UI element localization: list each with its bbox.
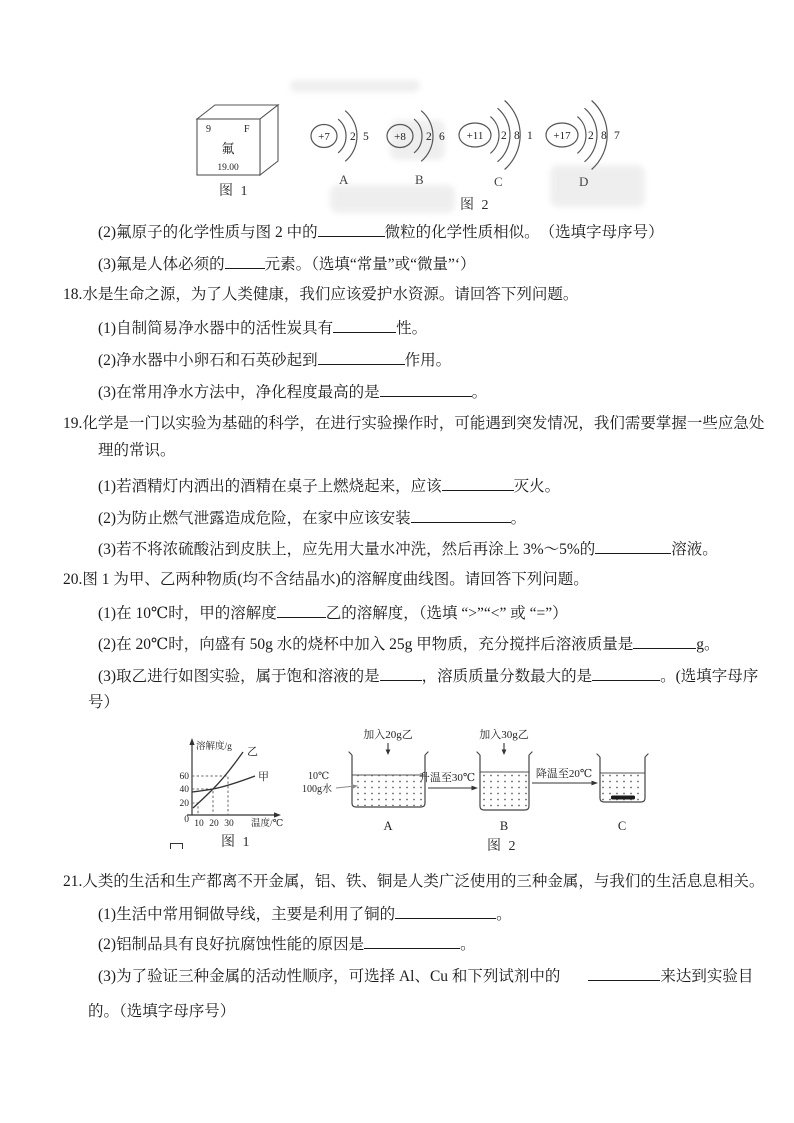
- beaker-c-letter: C: [617, 819, 627, 833]
- text-segment: (2)为防止燃气泄露造成危险，在家中应该安装: [98, 510, 411, 527]
- text-segment: 乙的溶解度，（选填 “>”“<” 或 “=”）: [325, 605, 568, 622]
- down-arrow-b-head-icon: [502, 750, 507, 756]
- text-segment: (1)生活中常用铜做导线，主要是利用了铜的: [98, 906, 396, 923]
- temp-label: 10℃: [308, 771, 330, 782]
- text-segment: 元素。（选填“常量”或“微量”‘）: [264, 256, 476, 273]
- shell-count: 1: [527, 130, 533, 142]
- y-tick: 0: [184, 815, 189, 825]
- answer-blank: [592, 665, 660, 681]
- y-tick: 40: [179, 785, 189, 795]
- text-segment: 溶液。: [671, 541, 718, 558]
- element-name: 氟: [221, 141, 235, 156]
- q21-part2-line: [98, 933, 476, 955]
- q19-stem-line2: [98, 441, 176, 461]
- curve-yi: [193, 752, 243, 808]
- scan-smudge: [290, 80, 420, 92]
- element-tile-figure: [194, 100, 282, 180]
- text-segment: (3)在常用净水方法中，净化程度最高的是: [98, 384, 380, 401]
- text-segment: 19.化学是一门以实验为基础的科学，在进行实验操作时，可能遇到突发情况，我们需要掌握一些应急处: [63, 415, 765, 432]
- chart-caption: 图 1: [221, 835, 252, 850]
- text-segment: 理的常识。: [98, 442, 176, 459]
- beaker-c-rim: [597, 754, 600, 757]
- atom-label-c: C: [494, 174, 503, 189]
- text-segment: 的。（选填字母序号）: [88, 1003, 236, 1020]
- arrow-ab-label: 升温至30℃: [418, 772, 476, 784]
- scan-smudge: [330, 185, 455, 213]
- answer-blank: [411, 507, 511, 523]
- atom-label-d: D: [579, 174, 589, 189]
- atom-label-b: B: [415, 172, 424, 187]
- text-segment: (1)自制简易净水器中的活性炭具有: [98, 320, 334, 337]
- down-arrow-a-head-icon: [386, 750, 391, 756]
- answer-blank: [225, 253, 265, 269]
- shell-count: 2: [501, 130, 507, 142]
- q17-part2-line: [98, 221, 664, 243]
- answer-blank: [588, 965, 660, 981]
- shell-count: 5: [363, 131, 369, 143]
- text-segment: 灭火。: [513, 478, 561, 495]
- q19-part1-line: [98, 475, 560, 497]
- text-segment: (2)在 20℃时，向盛有 50g 水的烧杯中加入 25g 甲物质，充分搅拌后溶液质量是: [98, 636, 634, 653]
- x-axis-label: 温度/℃: [251, 819, 284, 829]
- atom-diagram-d: [543, 100, 638, 172]
- shell-count: 2: [588, 130, 594, 142]
- x-tick: 30: [224, 819, 234, 829]
- solution-a: [353, 776, 424, 807]
- atomic-mass: 19.00: [217, 163, 239, 173]
- answer-blank: [318, 221, 385, 237]
- shell-count: 2: [426, 131, 432, 143]
- scan-stray-mark: [170, 843, 183, 849]
- arrow-ab-head-icon: [472, 786, 479, 791]
- x-tick: 10: [194, 819, 204, 829]
- x-axis-arrow-icon: [274, 812, 281, 817]
- beaker-b-rim: [529, 752, 532, 755]
- y-axis-label: 溶解度/g: [196, 742, 232, 752]
- q20-part3-line: [98, 665, 758, 687]
- q18-stem-line: [63, 285, 578, 305]
- q20-part2-line: [98, 633, 720, 655]
- atom-diagram-a: [308, 103, 386, 169]
- text-segment: (2)净水器中小卵石和石英砂起到: [98, 352, 318, 369]
- guide-30-60: [192, 776, 228, 815]
- text-segment: (2)氟原子的化学性质与图 2 中的: [98, 224, 318, 241]
- text-segment: (3)氟是人体必须的: [98, 256, 225, 273]
- series-label-jia: 甲: [258, 771, 269, 783]
- text-segment: 。: [510, 510, 527, 527]
- shell-count: 8: [514, 130, 520, 142]
- y-axis-arrow-icon: [189, 738, 194, 745]
- text-segment: 微粒的化学性质相似。 （选填字母序号）: [384, 224, 664, 241]
- y-tick: 60: [179, 772, 189, 782]
- q19-part2-line: [98, 507, 526, 529]
- text-segment: 18.水是生命之源，为了人类健康，我们应该爱护水资源。请回答下列问题。: [63, 286, 579, 303]
- answer-blank: [442, 475, 514, 491]
- nucleus-charge: +17: [553, 130, 571, 142]
- text-segment: 来达到实验目: [660, 968, 754, 985]
- atom-diagram-c: [456, 100, 551, 172]
- q18-part3-line: [98, 381, 487, 403]
- answer-blank: [380, 381, 472, 397]
- shell-count: 2: [350, 131, 356, 143]
- q18-part1-line: [98, 317, 427, 339]
- text-segment: (3)若不将浓硫酸沾到皮肤上，应先用大量水冲洗，然后再涂上 3%～5%的: [98, 541, 596, 558]
- atom-label-a: A: [339, 172, 349, 187]
- series-label-yi: 乙: [247, 746, 258, 758]
- answer-blank: [333, 317, 396, 333]
- text-segment: (2)铝制品具有良好抗腐蚀性能的原因是: [98, 936, 365, 953]
- q20-part1-line: [98, 602, 568, 624]
- text-segment: 作用。: [404, 352, 452, 369]
- answer-blank: [595, 538, 671, 554]
- y-tick: 20: [179, 799, 189, 809]
- water-label: 100g水: [302, 784, 332, 795]
- beaker-b-letter: B: [499, 819, 509, 833]
- q20-part3-line2: [88, 693, 119, 713]
- text-segment: 。: [460, 936, 476, 953]
- text-segment: 号）: [88, 694, 120, 711]
- text-segment: 。: [496, 906, 512, 923]
- element-symbol: F: [244, 124, 250, 135]
- shell-count: 6: [439, 131, 445, 143]
- q19-part3-line: [98, 538, 718, 560]
- answer-blank: [395, 903, 496, 919]
- q21-part1-line: [98, 903, 512, 925]
- shell-count: 7: [614, 130, 620, 142]
- atom-diagram-b: [384, 103, 462, 169]
- atomic-number: 9: [206, 124, 211, 135]
- beaker-c-rim: [645, 754, 648, 757]
- text-segment: ，溶质质量分数最大的是: [421, 668, 593, 685]
- shell-arc: [490, 117, 499, 154]
- q19-stem-line1: [63, 414, 764, 434]
- beaker-experiment-figure: [300, 725, 660, 837]
- shell-arc: [414, 119, 422, 153]
- q20-stem-line: [63, 570, 589, 590]
- answer-blank: [318, 349, 405, 365]
- beaker-b-rim: [477, 752, 480, 755]
- shell-arc: [338, 119, 346, 153]
- answer-blank: [633, 633, 696, 649]
- text-segment: 性。: [396, 320, 428, 337]
- text-segment: 20.图 1 为甲、乙两种物质(均不含结晶水)的溶解度曲线图。请回答下列问题。: [63, 571, 589, 588]
- nucleus-charge: +7: [318, 131, 330, 143]
- text-segment: 。(选填字母序: [660, 668, 759, 685]
- text-segment: (1)若酒精灯内洒出的酒精在桌子上燃烧起来，应该: [98, 478, 442, 495]
- arrow-bc-label: 降温至20℃: [535, 768, 593, 780]
- arrow-bc-head-icon: [592, 781, 599, 786]
- nucleus-charge: +8: [394, 131, 406, 143]
- figure2-caption: 图 2: [460, 198, 491, 213]
- text-segment: 。: [471, 384, 488, 401]
- answer-blank: [380, 665, 422, 681]
- q17-part3-line: [98, 253, 476, 275]
- solution-b: [481, 773, 528, 810]
- figure1-caption: 图 1: [219, 184, 250, 199]
- x-tick: 20: [209, 819, 219, 829]
- q18-part2-line: [98, 349, 451, 371]
- nucleus-charge: +11: [466, 130, 484, 142]
- beaker-a-rim: [425, 752, 428, 755]
- add-solute-a-label: 加入20g乙: [363, 729, 413, 741]
- answer-blank: [277, 602, 326, 618]
- text-segment: (1)在 10℃时，甲的溶解度: [98, 605, 277, 622]
- text-segment: g。: [696, 636, 720, 653]
- add-solute-b-label: 加入30g乙: [479, 729, 529, 741]
- beaker-a-letter: A: [383, 819, 393, 833]
- shell-count: 8: [601, 130, 607, 142]
- precipitate-c: [611, 796, 635, 800]
- text-segment: (3)取乙进行如图实验，属于饱和溶液的是: [98, 668, 380, 685]
- beakers-caption: 图 2: [487, 839, 518, 854]
- q21-part3-line2: [88, 1002, 235, 1022]
- text-segment: 21.人类的生活和生产都离不开金属，铝、铁、铜是人类广泛使用的三种金属，与我们的生活息息相关。: [63, 873, 765, 890]
- q21-stem-line: [63, 872, 764, 892]
- beaker-a-rim: [349, 752, 352, 755]
- spacer: [560, 980, 588, 981]
- shell-arc: [577, 117, 586, 154]
- answer-blank: [364, 933, 460, 949]
- q21-part3-line: [98, 965, 753, 987]
- text-segment: (3)为了验证三种金属的活动性顺序，可选择 Al、Cu 和下列试剂中的: [98, 968, 561, 985]
